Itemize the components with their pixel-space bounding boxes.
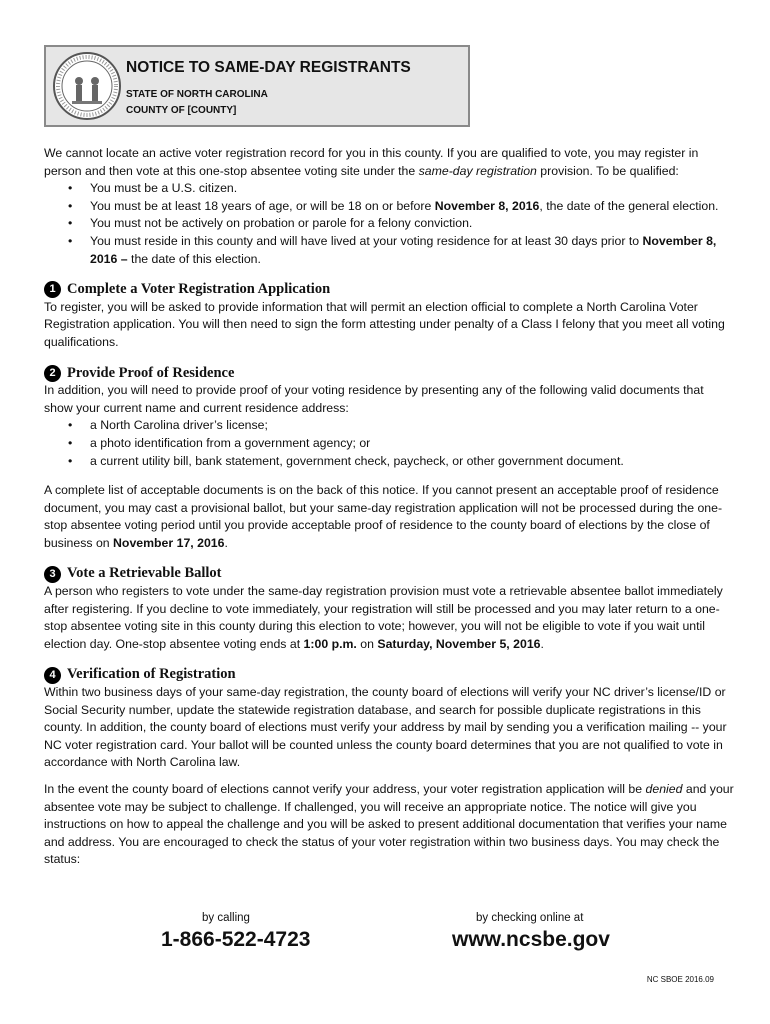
section-text: and your absentee vote may be subject to challenge. If challenged, you will receive an appropriate notice. The notice will give you instructions on how to appeal the challenge and you will be asked to present additional documentation that verifies your name and address. You are encouraged to check the status of your voter registration within two business days. You may check the status: [44,782,734,867]
header-box [44,45,470,127]
section-2-body: In addition, you will need to provide proof of your voting residence by presenting any of the following valid documents that show your current name and current residence address: [44,383,704,415]
list-item [90,180,734,198]
list-item [90,233,734,268]
section-title: Provide Proof of Residence [67,364,235,381]
section-text-end: . [540,636,544,651]
section-1-body: To register, you will be asked to provide information that will permit an election official to complete a North Carolina Voter Registration application. You will then need to sign the form attesting under penalty of a Class I felony that you meet all voting qualifications. [44,299,725,349]
form-code: NC SBOE 2016.09 [646,975,714,984]
intro-text: We cannot locate an active voter registration record for you in this county. If you are qualified to vote, you may register in person and then vote at this one-stop absentee voting site under the [44,146,699,178]
call-label: by calling [202,912,250,924]
phone-number[interactable]: 1-866-522-4723 [161,928,311,951]
website-link[interactable]: www.ncsbe.gov [452,928,610,951]
section-text: In the event the county board of elections cannot verify your address, your voter registration application will be [44,782,646,796]
list-item [90,417,734,435]
section-4-body: Within two business days of your same-day registration, the county board of elections will verify your NC driver’s license/ID or Social Security number, update the statewide registration database, and search for possible duplicate registrations in this county. In addition, the county board of elections must verify your address by mail by sending you a verification mailing -- your NC voter registration card. Your ballot will be counted unless the county board determines that you are not qualified to vote in accordance with North Carolina law. [44,685,727,770]
list-item-text: You must be at least 18 years of age, or will be 18 on or before [90,198,435,213]
page-title: NOTICE TO SAME-DAY REGISTRANTS [126,59,411,76]
state-seal-icon [52,51,122,121]
list-item [90,215,734,233]
section-text-end: . [224,535,228,550]
list-item [90,198,734,216]
number-badge-icon: 3 [44,566,61,583]
denied-emphasis: denied [645,782,683,796]
list-item-text: a North Carolina driver’s license; [90,418,268,433]
section-heading-3 [44,565,734,583]
section-text: A person who registers to vote under the same-day registration provision must vote a retrievable absentee ballot immediately after registering. If you decline to vote immediately, your registration will still be processed and you may later return to a one-stop absentee voting site in this county during this election to vote; however, you will not be eligible to vote if you wait until election day. One-stop absentee voting ends at [44,584,723,651]
deadline-time: 1:00 p.m. [303,636,357,651]
election-date: November 8, 2016 – [90,233,717,266]
online-label: by checking online at [476,912,584,924]
list-item-text: a photo identification from a government agency; or [90,435,371,450]
list-item [90,453,734,471]
section-heading-1 [44,281,734,299]
section-heading-4 [44,666,734,684]
intro-emphasis: same-day registration [418,163,537,178]
section-3-body [44,583,734,653]
list-item-text: You must be a U.S. citizen. [90,181,238,196]
section-text: on [356,636,378,651]
list-item [90,435,734,453]
section-title: Verification of Registration [67,666,236,683]
election-date: November 8, 2016 [434,198,540,213]
list-item-text: the date of this election. [127,251,261,266]
deadline-date: Saturday, November 5, 2016 [377,636,541,651]
section-4-body-2 [44,781,734,869]
intro-text-end: provision. To be qualified: [536,163,679,178]
deadline-date: November 17, 2016 [113,535,225,550]
list-item-text: You must not be actively on probation or parole for a felony conviction. [90,216,473,231]
county-line: COUNTY OF [COUNTY] [126,105,237,116]
section-2-body-2 [44,482,734,552]
state-line: STATE OF NORTH CAROLINA [126,89,268,100]
intro-paragraph [44,145,734,180]
number-badge-icon: 1 [44,281,61,298]
number-badge-icon: 2 [44,365,61,382]
list-item-text: a current utility bill, bank statement, government check, paycheck, or other government document. [90,453,624,468]
section-heading-2 [44,365,734,383]
number-badge-icon: 4 [44,667,61,684]
document-list [44,417,734,470]
list-item-text: You must reside in this county and will have lived at your voting residence for at least 30 days prior to [90,233,643,248]
qualification-list [44,180,734,268]
section-title: Complete a Voter Registration Application [67,281,331,298]
notice-body [44,145,734,869]
section-title: Vote a Retrievable Ballot [67,565,222,582]
list-item-text: , the date of the general election. [539,198,719,213]
section-text: A complete list of acceptable documents is on the back of this notice. If you cannot present an acceptable proof of residence document, you may cast a provisional ballot, but your same-day registration application will not be processed during the one-stop absentee voting period until you provide acceptable proof of residence to the county board of elections by the close of business on [44,483,723,550]
